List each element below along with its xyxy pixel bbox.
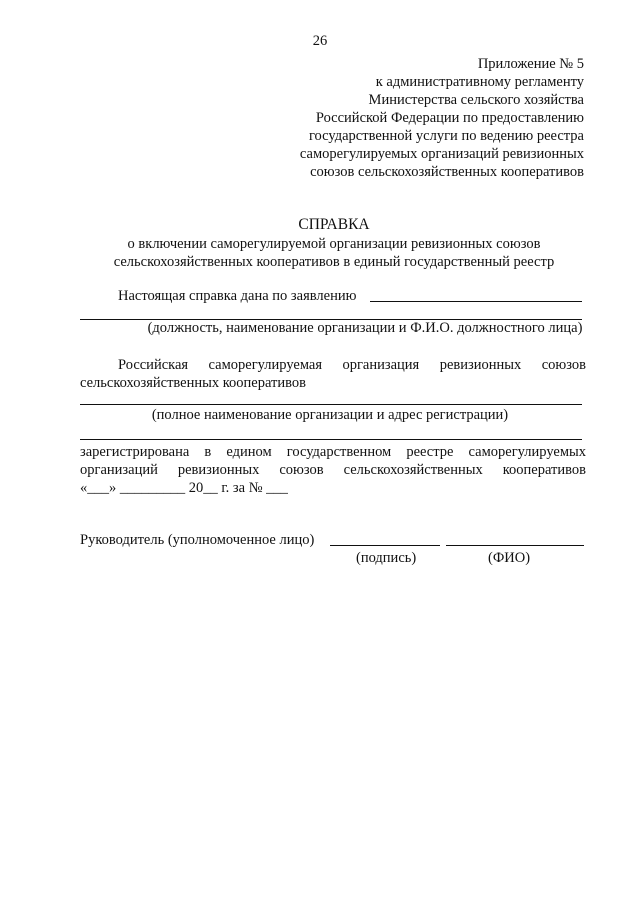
org-paragraph-line1 — [118, 356, 586, 374]
issued-by-field[interactable] — [370, 301, 582, 302]
appendix-line: Приложение № 5 — [477, 56, 584, 72]
registered-word: реестре — [406, 444, 454, 460]
subtitle-line: сельскохозяйственных кооперативов в единый государственный реестр — [113, 254, 555, 270]
appendix-line: Министерства сельского хозяйства — [368, 92, 584, 108]
appendix-line: союзов сельскохозяйственных кооперативов — [310, 164, 584, 180]
registered-line2 — [80, 461, 586, 479]
registered-word: в — [204, 444, 212, 460]
registered-word: организаций — [80, 462, 158, 478]
org-name-caption: (полное наименование организации и адрес регистрации) — [151, 407, 509, 423]
org-word: Российская — [118, 357, 189, 373]
signature-caption: (подпись) — [356, 550, 417, 566]
full-name-field[interactable] — [446, 545, 584, 546]
appendix-line: к административному регламенту — [375, 74, 584, 90]
org-word: ревизионных — [439, 357, 522, 373]
org-paragraph-line2: сельскохозяйственных кооперативов — [80, 375, 306, 391]
appendix-line: государственной услуги по ведению реестра — [308, 128, 584, 144]
org-name-field[interactable] — [80, 404, 582, 405]
name-caption: (ФИО) — [488, 550, 531, 566]
issued-by-caption: (должность, наименование организации и Ф.И.О. должностного лица) — [147, 320, 583, 336]
subtitle-line: о включении саморегулируемой организации ревизионных союзов — [127, 236, 541, 252]
registered-word: сельскохозяйственных — [343, 462, 483, 478]
signer-label: Руководитель (уполномоченное лицо) — [80, 532, 315, 548]
org-word: союзов — [541, 357, 586, 373]
issued-by-label: Настоящая справка дана по заявлению — [118, 288, 357, 304]
org-word: организация — [342, 357, 420, 373]
document-title: СПРАВКА — [298, 216, 370, 233]
registered-word: ревизионных — [177, 462, 260, 478]
registered-word: едином — [226, 444, 272, 460]
page-number: 26 — [312, 33, 328, 49]
appendix-line: саморегулируемых организаций ревизионных — [299, 146, 584, 162]
registered-word: зарегистрирована — [80, 444, 190, 460]
org-address-field[interactable] — [80, 439, 582, 440]
registration-date-line[interactable]: «___» _________ 20__ г. за № ___ — [80, 480, 288, 496]
appendix-line: Российской Федерации по предоставлению — [315, 110, 584, 126]
registered-word: союзов — [279, 462, 324, 478]
signature-field[interactable] — [330, 545, 440, 546]
org-word: саморегулируемая — [208, 357, 322, 373]
registered-line1 — [80, 443, 586, 461]
registered-word: саморегулируемых — [468, 444, 586, 460]
registered-word: кооперативов — [502, 462, 586, 478]
registered-word: государственном — [286, 444, 392, 460]
